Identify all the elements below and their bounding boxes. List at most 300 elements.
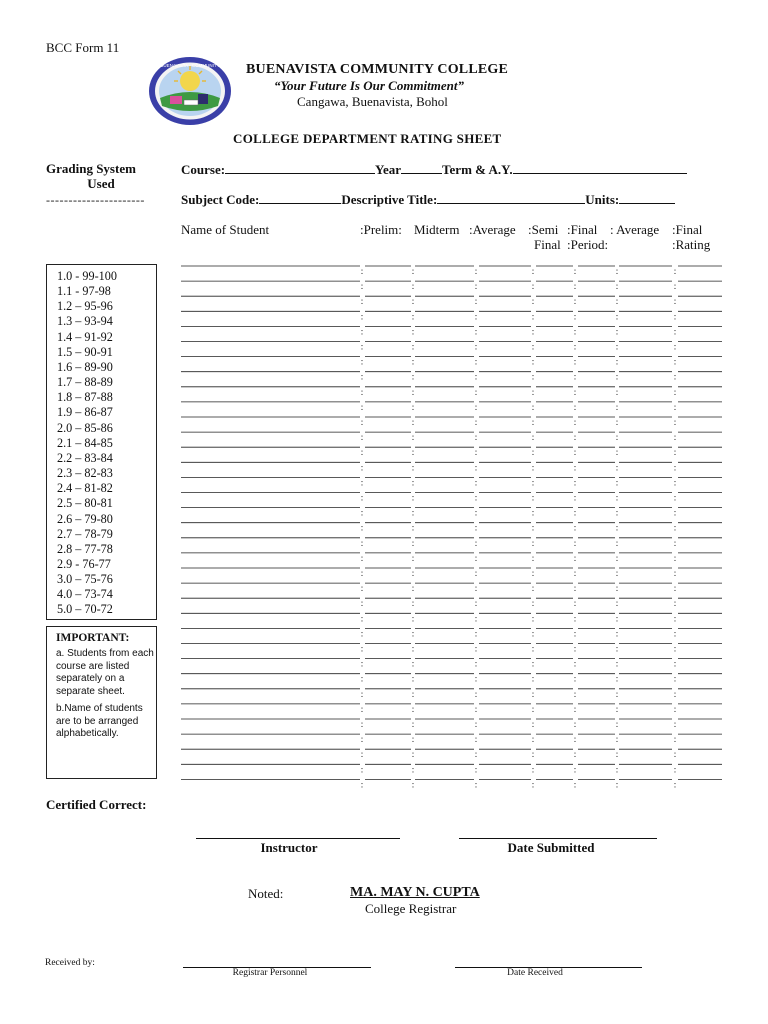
column-separator: : — [411, 341, 415, 352]
column-separator: : — [474, 462, 478, 473]
student-row[interactable] — [181, 432, 722, 442]
column-separator: : — [573, 341, 577, 352]
column-separator: : — [673, 432, 677, 443]
column-separator: : — [474, 432, 478, 443]
student-row[interactable] — [181, 266, 722, 276]
college-motto: “Your Future Is Our Commitment” — [274, 78, 464, 93]
student-row[interactable] — [181, 644, 722, 654]
column-separator: : — [573, 643, 577, 654]
column-separator: : — [615, 417, 619, 427]
column-separator: : — [474, 673, 478, 684]
column-separator: : — [531, 522, 535, 533]
grading-scale-item: 3.0 – 75-76 — [57, 572, 113, 587]
grading-scale-item: 1.1 - 97-98 — [57, 284, 111, 299]
column-separator: : — [474, 537, 478, 548]
column-separator: : — [573, 568, 577, 578]
column-separator: : — [573, 749, 577, 760]
column-separator: : — [615, 296, 619, 307]
student-row[interactable] — [181, 613, 722, 623]
column-separator: : — [474, 779, 478, 790]
column-separator: : — [474, 266, 478, 276]
column-separator: : — [615, 507, 619, 518]
column-separator: : — [673, 583, 677, 594]
instructor-label: Instructor — [260, 840, 318, 855]
grading-system-label-line1: Grading System — [46, 161, 136, 176]
column-separator: : — [411, 658, 415, 669]
student-row[interactable] — [181, 553, 722, 563]
column-separator: : — [411, 296, 415, 307]
column-separator: : — [360, 598, 364, 609]
grading-scale-item: 2.8 – 77-78 — [57, 541, 113, 556]
column-separator: : — [531, 703, 535, 714]
term-label: Term & A.Y. — [442, 162, 513, 177]
column-separator: : — [474, 734, 478, 745]
grading-scale-item: 2.9 - 76-77 — [57, 556, 111, 571]
column-separator: : — [531, 507, 535, 518]
column-separator: : — [474, 447, 478, 458]
column-separator: : — [615, 492, 619, 503]
column-separator: : — [531, 643, 535, 654]
date-submitted-label: Date Submitted — [507, 840, 595, 855]
column-separator: : — [673, 537, 677, 548]
column-separator: : — [474, 583, 478, 594]
column-separator: : — [474, 522, 478, 533]
student-row[interactable] — [181, 447, 722, 457]
column-separator: : — [615, 522, 619, 533]
student-row[interactable] — [181, 311, 722, 321]
grading-scale-item: 2.4 – 81-82 — [57, 481, 113, 496]
column-separator: : — [573, 296, 577, 307]
column-separator: : — [360, 371, 364, 382]
column-separator: : — [573, 779, 577, 790]
column-separator: : — [573, 583, 577, 594]
column-separator: : — [531, 628, 535, 639]
date-submitted-line[interactable] — [459, 838, 657, 839]
student-row[interactable] — [181, 508, 722, 518]
column-separator: : — [673, 749, 677, 760]
student-row[interactable] — [181, 296, 722, 306]
grading-scale-item: 1.6 – 89-90 — [57, 359, 113, 374]
grading-scale-item: 4.0 – 73-74 — [57, 587, 113, 602]
column-separator: : — [411, 628, 415, 639]
column-separator: : — [615, 703, 619, 714]
column-separator: : — [360, 266, 364, 276]
column-separator: : — [531, 477, 535, 488]
column-separator: : — [531, 417, 535, 427]
column-separator: : — [474, 598, 478, 609]
grading-scale-item: 1.5 – 90-91 — [57, 344, 113, 359]
column-separator: : — [411, 552, 415, 563]
column-separator: : — [673, 281, 677, 292]
column-separator: : — [673, 688, 677, 699]
column-separator: : — [411, 326, 415, 337]
student-row[interactable] — [181, 598, 722, 608]
column-separator: : — [615, 764, 619, 775]
column-separator: : — [531, 719, 535, 729]
column-separator: : — [474, 311, 478, 322]
column-separator: : — [573, 552, 577, 563]
column-separator: : — [474, 371, 478, 382]
column-separator: : — [673, 779, 677, 790]
student-row[interactable] — [181, 462, 722, 472]
column-separator: : — [411, 432, 415, 443]
student-row[interactable] — [181, 387, 722, 397]
column-separator: : — [573, 703, 577, 714]
column-separator: : — [531, 492, 535, 503]
descriptive-title-label: Descriptive Title: — [341, 192, 438, 207]
col-final-rating-line2: :Rating — [672, 237, 711, 252]
column-separator: : — [474, 417, 478, 427]
column-separator: : — [615, 537, 619, 548]
column-separator: : — [360, 552, 364, 563]
column-separator: : — [531, 688, 535, 699]
column-separator: : — [531, 598, 535, 609]
student-row[interactable] — [181, 659, 722, 669]
grading-scale-item: 2.6 – 79-80 — [57, 511, 113, 526]
column-separator: : — [411, 764, 415, 775]
column-separator: : — [573, 719, 577, 729]
column-separator: : — [360, 311, 364, 322]
column-separator: : — [531, 266, 535, 276]
column-separator: : — [531, 401, 535, 412]
column-separator: : — [573, 281, 577, 292]
column-separator: : — [531, 673, 535, 684]
column-separator: : — [673, 764, 677, 775]
column-separator: : — [531, 326, 535, 337]
student-row[interactable] — [181, 583, 722, 593]
student-row[interactable] — [181, 674, 722, 684]
column-separator: : — [360, 447, 364, 458]
column-separator: : — [615, 628, 619, 639]
column-separator: : — [673, 341, 677, 352]
column-separator: : — [411, 643, 415, 654]
column-separator: : — [474, 568, 478, 578]
column-separator: : — [411, 703, 415, 714]
column-separator: : — [573, 356, 577, 367]
column-separator: : — [531, 779, 535, 790]
column-separator: : — [411, 371, 415, 382]
column-separator: : — [360, 673, 364, 684]
student-row[interactable] — [181, 326, 722, 336]
student-row[interactable] — [181, 342, 722, 352]
column-separator: : — [411, 613, 415, 624]
student-row[interactable] — [181, 734, 722, 744]
grading-scale-item: 1.0 - 99-100 — [57, 269, 117, 283]
registrar-personnel-label: Registrar Personnel — [232, 968, 308, 978]
column-separator: : — [411, 266, 415, 276]
column-separator: : — [531, 658, 535, 669]
column-separator: : — [615, 447, 619, 458]
column-separator: : — [615, 326, 619, 337]
column-separator: : — [360, 296, 364, 307]
student-row[interactable] — [181, 779, 722, 789]
column-separator: : — [531, 341, 535, 352]
column-separator: : — [615, 401, 619, 412]
column-separator: : — [673, 266, 677, 276]
column-separator: : — [411, 447, 415, 458]
grading-system-label-line2: Used — [87, 176, 115, 191]
column-separator: : — [673, 673, 677, 684]
column-separator: : — [411, 311, 415, 322]
column-separator: : — [474, 326, 478, 337]
column-separator: : — [474, 281, 478, 292]
column-separator: : — [411, 688, 415, 699]
col-name-of-student: Name of Student — [181, 222, 270, 237]
received-by-label: Received by: — [45, 958, 95, 968]
column-separator: : — [474, 386, 478, 397]
column-separator: : — [360, 643, 364, 654]
column-separator: : — [411, 492, 415, 503]
grading-scale-item: 5.0 – 70-72 — [57, 602, 113, 617]
column-separator: : — [411, 537, 415, 548]
student-row[interactable] — [181, 704, 722, 714]
column-separator: : — [673, 568, 677, 578]
column-separator: : — [673, 492, 677, 503]
column-separator: : — [360, 719, 364, 729]
student-row[interactable] — [181, 281, 722, 291]
column-separator: : — [673, 703, 677, 714]
column-separator: : — [474, 658, 478, 669]
student-row[interactable] — [181, 372, 722, 382]
column-separator: : — [474, 507, 478, 518]
column-separator: : — [531, 583, 535, 594]
column-separator: : — [411, 779, 415, 790]
column-separator: : — [573, 266, 577, 276]
column-separator: : — [573, 326, 577, 337]
column-separator: : — [360, 779, 364, 790]
column-separator: : — [673, 386, 677, 397]
instructor-signature-line[interactable] — [196, 838, 400, 839]
column-separator: : — [474, 764, 478, 775]
column-separator: : — [360, 401, 364, 412]
column-separator: : — [573, 462, 577, 473]
col-average: :Average — [469, 222, 516, 237]
college-address: Cangawa, Buenavista, Bohol — [297, 94, 448, 109]
student-row[interactable] — [181, 764, 722, 774]
column-separator: : — [474, 719, 478, 729]
course-label: Course: — [181, 162, 226, 177]
col-average-2: : Average — [610, 222, 660, 237]
column-separator: : — [615, 266, 619, 276]
column-separator: : — [360, 417, 364, 427]
grading-scale-item: 1.3 – 93-94 — [57, 314, 113, 329]
column-separator: : — [360, 326, 364, 337]
column-separator: : — [474, 552, 478, 563]
column-separator: : — [615, 356, 619, 367]
col-final-rating-line1: :Final — [672, 222, 703, 237]
column-separator: : — [673, 356, 677, 367]
column-separator: : — [360, 703, 364, 714]
column-separator: : — [573, 477, 577, 488]
sheet-title: COLLEGE DEPARTMENT RATING SHEET — [233, 131, 502, 146]
student-row[interactable] — [181, 628, 722, 638]
column-separator: : — [615, 643, 619, 654]
column-separator: : — [573, 613, 577, 624]
column-separator: : — [531, 356, 535, 367]
student-row[interactable] — [181, 493, 722, 503]
column-separator: : — [531, 552, 535, 563]
student-row[interactable] — [181, 357, 722, 367]
column-separator: : — [531, 462, 535, 473]
column-separator: : — [615, 341, 619, 352]
column-separator: : — [573, 401, 577, 412]
column-separator: : — [573, 628, 577, 639]
column-separator: : — [673, 628, 677, 639]
column-separator: : — [360, 281, 364, 292]
date-received-label: Date Received — [507, 968, 563, 978]
grading-scale-item: 2.7 – 78-79 — [57, 526, 113, 541]
column-separator: : — [673, 477, 677, 488]
student-row[interactable] — [181, 523, 722, 533]
column-separator: : — [360, 386, 364, 397]
column-separator: : — [573, 371, 577, 382]
grading-scale-item: 2.3 – 82-83 — [57, 466, 113, 481]
column-separator: : — [474, 688, 478, 699]
column-separator: : — [411, 401, 415, 412]
column-separator: : — [411, 583, 415, 594]
column-separator: : — [573, 386, 577, 397]
grading-scale-item: 1.7 – 88-89 — [57, 375, 113, 390]
column-separator: : — [615, 371, 619, 382]
column-separator: : — [573, 432, 577, 443]
column-separator: : — [615, 688, 619, 699]
student-row[interactable] — [181, 568, 722, 578]
units-label: Units: — [585, 192, 620, 207]
column-separator: : — [411, 568, 415, 578]
column-separator: : — [573, 447, 577, 458]
column-separator: : — [411, 386, 415, 397]
column-separator: : — [360, 734, 364, 745]
column-separator: : — [531, 311, 535, 322]
column-separator: : — [673, 507, 677, 518]
column-separator: : — [474, 643, 478, 654]
column-separator: : — [615, 568, 619, 578]
column-separator: : — [411, 356, 415, 367]
column-separator: : — [573, 673, 577, 684]
grading-scale-item: 2.2 – 83-84 — [57, 450, 113, 465]
column-separator: : — [615, 749, 619, 760]
column-separator: : — [673, 734, 677, 745]
column-separator: : — [673, 462, 677, 473]
column-separator: : — [673, 598, 677, 609]
student-row[interactable] — [181, 538, 722, 548]
student-row[interactable] — [181, 477, 722, 487]
column-separator: : — [673, 552, 677, 563]
column-separator: : — [360, 522, 364, 533]
column-separator: : — [531, 386, 535, 397]
column-separator: : — [474, 341, 478, 352]
column-separator: : — [615, 552, 619, 563]
grading-scale-list — [57, 269, 156, 618]
column-separator: : — [474, 703, 478, 714]
svg-text:BUENAVISTA · COMMUNITY: BUENAVISTA · COMMUNITY — [160, 63, 220, 68]
column-separator: : — [615, 673, 619, 684]
column-separator: : — [615, 734, 619, 745]
column-separator: : — [573, 522, 577, 533]
column-separator: : — [673, 447, 677, 458]
column-separator: : — [531, 432, 535, 443]
column-separator: : — [573, 598, 577, 609]
col-semi-final-line2: Final — [534, 237, 561, 252]
column-separator: : — [411, 462, 415, 473]
column-separator: : — [411, 598, 415, 609]
column-separator: : — [531, 281, 535, 292]
column-separator: : — [531, 568, 535, 578]
column-separator: : — [360, 462, 364, 473]
grading-scale-item: 1.9 – 86-87 — [57, 405, 113, 420]
column-separator: : — [474, 492, 478, 503]
column-separator: : — [411, 477, 415, 488]
column-separator: : — [474, 628, 478, 639]
column-separator: : — [360, 507, 364, 518]
year-label: Year — [375, 162, 402, 177]
column-separator: : — [531, 447, 535, 458]
column-separator: : — [411, 673, 415, 684]
column-separator: : — [360, 583, 364, 594]
column-separator: : — [411, 522, 415, 533]
important-notes-box — [46, 626, 157, 779]
column-separator: : — [474, 477, 478, 488]
column-separator: : — [573, 764, 577, 775]
important-title: IMPORTANT: — [56, 632, 130, 644]
column-separator: : — [573, 734, 577, 745]
column-separator: : — [474, 356, 478, 367]
column-separator: : — [615, 462, 619, 473]
column-separator: : — [615, 386, 619, 397]
column-separator: : — [673, 401, 677, 412]
column-separator: : — [673, 417, 677, 427]
column-separator: : — [615, 311, 619, 322]
column-separator: : — [615, 281, 619, 292]
column-separator: : — [360, 477, 364, 488]
column-separator: : — [573, 492, 577, 503]
column-separator: : — [673, 311, 677, 322]
student-row[interactable] — [181, 402, 722, 412]
column-separator: : — [615, 477, 619, 488]
grading-scale-item: 2.5 – 80-81 — [57, 496, 113, 511]
column-separator: : — [531, 749, 535, 760]
column-separator: : — [615, 432, 619, 443]
college-name: BUENAVISTA COMMUNITY COLLEGE — [246, 62, 509, 77]
column-separator: : — [360, 492, 364, 503]
column-separator: : — [411, 749, 415, 760]
col-final-period-line1: :Final — [567, 222, 598, 237]
column-separator: : — [411, 734, 415, 745]
student-row[interactable] — [181, 689, 722, 699]
column-separator: : — [673, 719, 677, 729]
column-separator: : — [531, 764, 535, 775]
column-separator: : — [360, 688, 364, 699]
column-separator: : — [573, 417, 577, 427]
column-separator: : — [531, 296, 535, 307]
column-separator: : — [360, 764, 364, 775]
col-prelim: :Prelim: — [360, 222, 402, 237]
column-separator: : — [615, 583, 619, 594]
column-separator: : — [411, 507, 415, 518]
column-separator: : — [573, 658, 577, 669]
student-row[interactable] — [181, 719, 722, 729]
column-separator: : — [673, 296, 677, 307]
student-row[interactable] — [181, 749, 722, 759]
student-row[interactable] — [181, 417, 722, 427]
column-separator: : — [360, 537, 364, 548]
form-number: BCC Form 11 — [46, 40, 120, 55]
column-separator: : — [411, 417, 415, 427]
noted-label: Noted: — [248, 886, 284, 901]
column-separator: : — [615, 719, 619, 729]
column-separator: : — [360, 628, 364, 639]
col-semi-final-line1: :Semi — [528, 222, 559, 237]
